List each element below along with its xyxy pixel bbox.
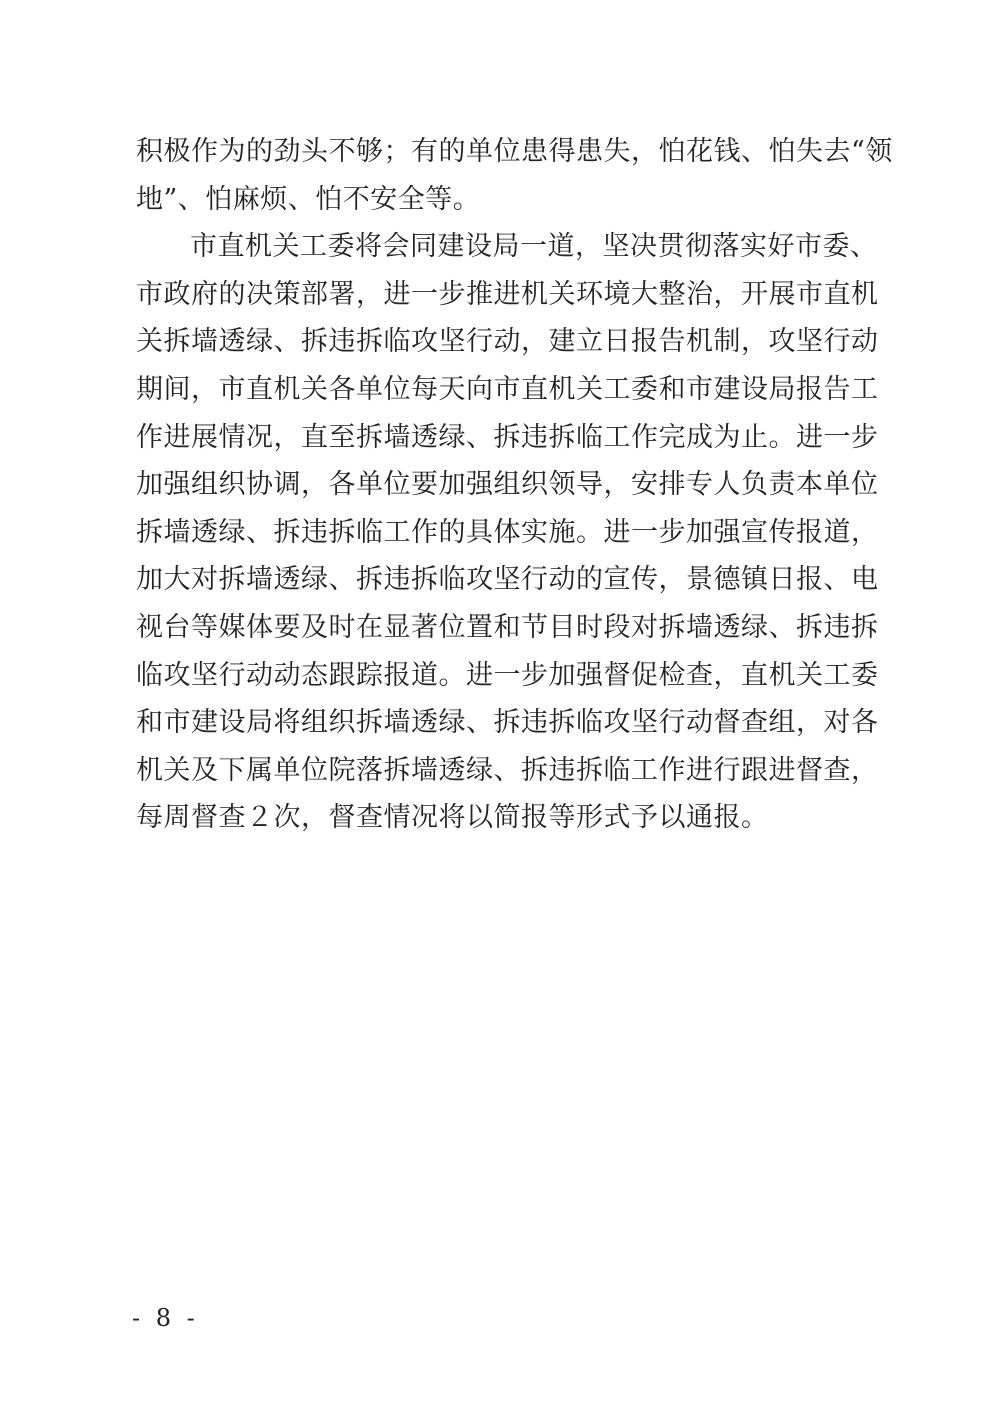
text-line: 期间，市直机关各单位每天向市直机关工委和市建设局报告工 (136, 373, 879, 405)
text-line: 拆墙透绿、拆违拆临工作的具体实施。进一步加强宣传报道， (136, 516, 879, 548)
paragraph-continued (136, 128, 893, 223)
text-line: 临攻坚行动动态跟踪报道。进一步加强督促检查，直机关工委 (136, 659, 879, 691)
text-line: 关拆墙透绿、拆违拆临攻坚行动，建立日报告机制，攻坚行动 (136, 326, 879, 358)
document-body (136, 128, 893, 842)
text-line: 视台等媒体要及时在显著位置和节目时段对拆墙透绿、拆违拆 (136, 611, 879, 643)
text-line: 市直机关工委将会同建设局一道，坚决贯彻落实好市委、 (190, 231, 878, 263)
text-line: 加大对拆墙透绿、拆违拆临攻坚行动的宣传，景德镇日报、电 (136, 564, 879, 596)
text-line: 机关及下属单位院落拆墙透绿、拆违拆临工作进行跟进督查， (136, 754, 879, 786)
text-line: 地”、怕麻烦、怕不安全等。 (136, 183, 481, 215)
page-number: - 8 - (132, 1304, 199, 1332)
text-line: 和市建设局将组织拆墙透绿、拆违拆临攻坚行动督查组，对各 (136, 707, 879, 739)
text-line: 作进展情况，直至拆墙透绿、拆违拆临工作完成为止。进一步 (136, 421, 879, 453)
text-line: 加强组织协调，各单位要加强组织领导，安排专人负责本单位 (136, 469, 879, 501)
paragraph-main (136, 223, 879, 842)
text-line: 积极作为的劲头不够；有的单位患得患失，怕花钱、怕失去“领 (136, 136, 893, 167)
text-line: 每周督查２次，督查情况将以简报等形式予以通报。 (136, 802, 769, 834)
text-line: 市政府的决策部署，进一步推进机关环境大整治，开展市直机 (136, 278, 879, 310)
